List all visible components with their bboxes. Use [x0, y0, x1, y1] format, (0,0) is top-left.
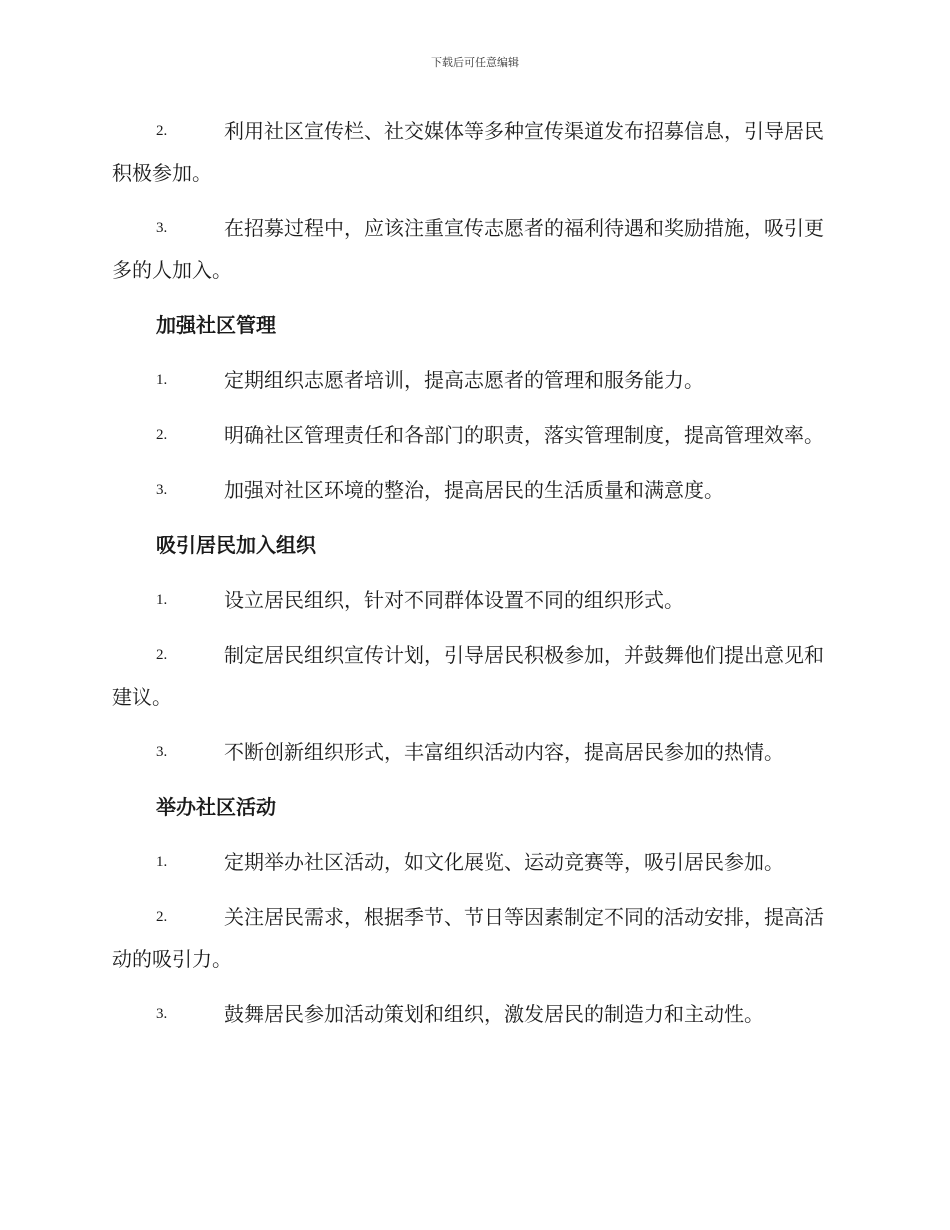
item-text: 加强对社区环境的整治，提高居民的生活质量和满意度。: [224, 478, 724, 502]
list-item: [112, 579, 838, 621]
item-text: 定期组织志愿者培训，提高志愿者的管理和服务能力。: [224, 368, 704, 392]
item-number: 3.: [156, 220, 168, 236]
list-item: [112, 841, 838, 883]
item-number: 3.: [156, 482, 168, 498]
list-item: [112, 207, 838, 291]
item-number: 2.: [156, 909, 168, 925]
list-item: [112, 110, 838, 194]
item-number: 3.: [156, 1006, 168, 1022]
item-text: 鼓舞居民参加活动策划和组织，激发居民的制造力和主动性。: [224, 1002, 764, 1026]
item-number: 3.: [156, 744, 168, 760]
item-text: 制定居民组织宣传计划，引导居民积极参加，并鼓舞他们提出意见和建议。: [112, 643, 824, 709]
section-heading: 加强社区管理: [156, 313, 276, 337]
list-item: [112, 896, 838, 980]
item-text: 不断创新组织形式，丰富组织活动内容，提高居民参加的热情。: [224, 740, 784, 764]
item-number: 1.: [156, 592, 168, 608]
item-text: 定期举办社区活动，如文化展览、运动竞赛等，吸引居民参加。: [224, 850, 784, 874]
item-text: 明确社区管理责任和各部门的职责，落实管理制度，提高管理效率。: [224, 423, 824, 447]
item-text: 关注居民需求，根据季节、节日等因素制定不同的活动安排，提高活动的吸引力。: [112, 905, 824, 971]
list-item: [112, 414, 838, 456]
item-number: 1.: [156, 372, 168, 388]
section-heading: 吸引居民加入组织: [156, 533, 316, 557]
item-number: 2.: [156, 123, 168, 139]
list-item: [112, 993, 838, 1035]
item-text: 在招募过程中，应该注重宣传志愿者的福利待遇和奖励措施，吸引更多的人加入。: [112, 216, 824, 282]
list-item: [112, 634, 838, 718]
item-text: 设立居民组织，针对不同群体设置不同的组织形式。: [224, 588, 684, 612]
item-number: 1.: [156, 854, 168, 870]
list-item: [112, 359, 838, 401]
list-item: [112, 731, 838, 773]
list-item: [112, 469, 838, 511]
item-number: 2.: [156, 427, 168, 443]
document-body: [112, 110, 838, 1048]
section-heading: 举办社区活动: [156, 795, 276, 819]
item-text: 利用社区宣传栏、社交媒体等多种宣传渠道发布招募信息，引导居民积极参加。: [112, 119, 824, 185]
header-note: 下载后可任意编辑: [431, 56, 519, 69]
item-number: 2.: [156, 647, 168, 663]
